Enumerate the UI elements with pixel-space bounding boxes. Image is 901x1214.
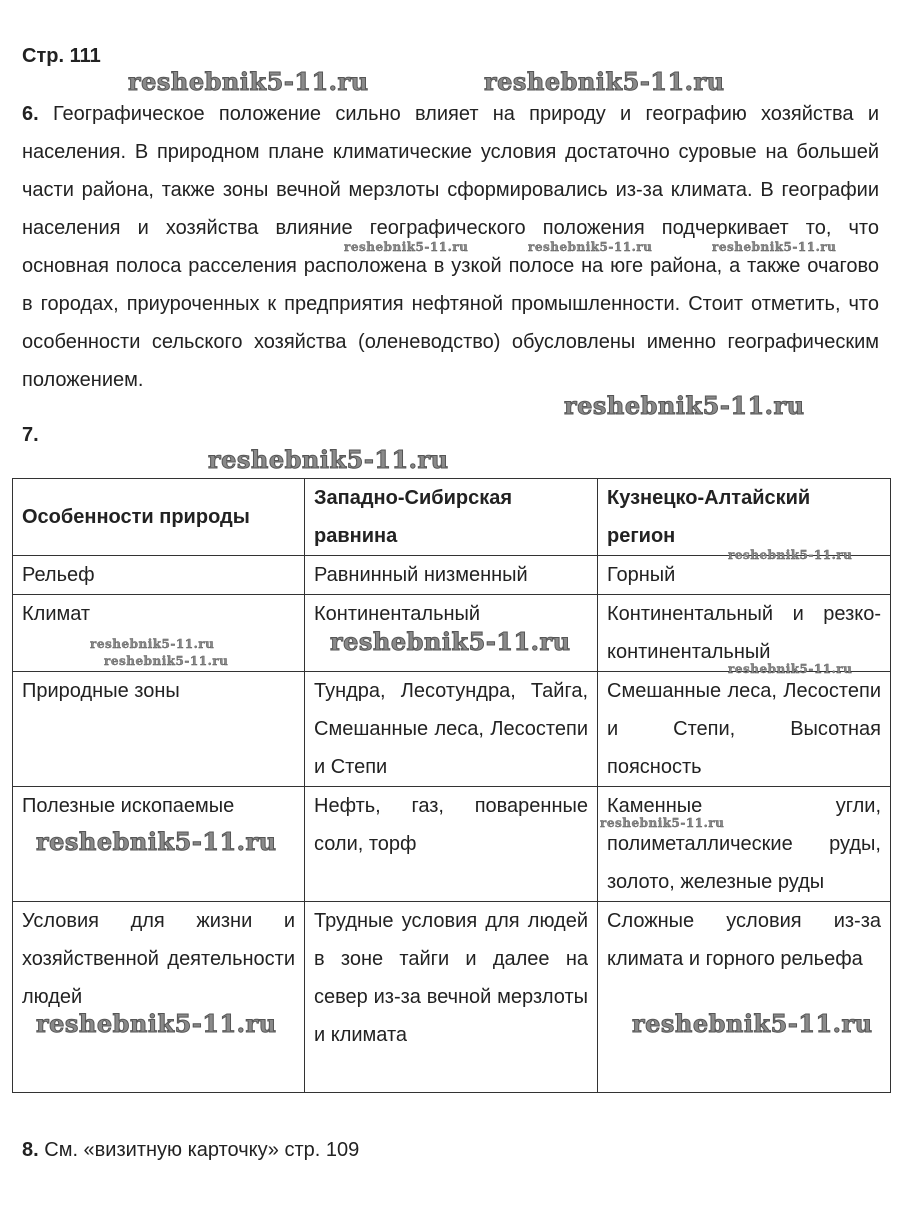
answer-text: Географическое положение сильно влияет на природу и географию хозяйства и населения. В природном плане климатические условия достаточно суровые на большей части района, также зоны вечной мерзлоты сформировались из-за климата. В географии населения и хозяйства влияние географического положения подчеркивает то, что основная полоса расселения расположена в узкой полосе на юге района, а также очагово в городах, приуроченных к предприятия нефтяной промышленности. Стоит отметить, что особенности сельского хозяйства (оленеводство) обусловлены именно географическим положением. — [22, 103, 879, 391]
table-cell: Полезные ископаемые — [13, 787, 305, 902]
watermark: reshebnik5-11.ru — [632, 1009, 873, 1038]
header-cell: Западно-Сибирская равнина — [305, 479, 598, 556]
table-row — [13, 787, 891, 902]
table-cell: Нефть, газ, поваренные соли, торф — [305, 787, 598, 902]
table-cell: Климат — [13, 595, 305, 672]
table-cell: Природные зоны — [13, 672, 305, 787]
watermark: reshebnik5-11.ru — [90, 637, 215, 651]
table-cell: Трудные условия для людей в зоне тайги и далее на север из-за вечной мерзлоты и климата — [305, 902, 598, 1093]
watermark: reshebnik5-11.ru — [712, 240, 837, 254]
table-row — [13, 672, 891, 787]
table-row — [13, 556, 891, 595]
answer-text: См. «визитную карточку» стр. 109 — [38, 1139, 360, 1161]
table-cell: Континентальный — [305, 595, 598, 672]
watermark: reshebnik5-11.ru — [36, 1009, 277, 1038]
answer-8 — [22, 1139, 359, 1162]
table-cell: Каменные угли, полиметаллические руды, золото, железные руды — [598, 787, 891, 902]
table-cell: Смешанные леса, Лесостепи и Степи, Высотная поясность — [598, 672, 891, 787]
table-cell: Условия для жизни и хозяйственной деятельности людей — [13, 902, 305, 1093]
watermark: reshebnik5-11.ru — [344, 240, 469, 254]
answer-number: 6. — [22, 103, 39, 125]
watermark: reshebnik5-11.ru — [36, 827, 277, 856]
watermark: reshebnik5-11.ru — [128, 67, 369, 96]
watermark: reshebnik5-11.ru — [484, 67, 725, 96]
table-cell: Тундра, Лесотундра, Тайга, Смешанные леса, Лесостепи и Степи — [305, 672, 598, 787]
header-cell: Особенности природы — [13, 479, 305, 556]
table-row — [13, 595, 891, 672]
page-heading: Стр. 111 — [22, 45, 101, 67]
table-cell: Континентальный и резко-континентальный — [598, 595, 891, 672]
watermark: reshebnik5-11.ru — [208, 445, 449, 474]
watermark: reshebnik5-11.ru — [728, 662, 853, 676]
answer-7-number: 7. — [22, 424, 39, 446]
watermark: reshebnik5-11.ru — [528, 240, 653, 254]
table-cell: Равнинный низменный — [305, 556, 598, 595]
table-cell: Рельеф — [13, 556, 305, 595]
table-header-row — [13, 479, 891, 556]
watermark: reshebnik5-11.ru — [728, 548, 853, 562]
answer-number: 8. — [22, 1139, 39, 1161]
table-cell: Горный — [598, 556, 891, 595]
answer-6 — [22, 95, 879, 399]
watermark: reshebnik5-11.ru — [564, 391, 805, 420]
header-cell: Кузнецко-Алтайский регион — [598, 479, 891, 556]
watermark: reshebnik5-11.ru — [600, 816, 725, 830]
table-cell: Сложные условия из-за климата и горного рельефа — [598, 902, 891, 1093]
watermark: reshebnik5-11.ru — [104, 654, 229, 668]
watermark: reshebnik5-11.ru — [330, 627, 571, 656]
comparison-table — [12, 478, 891, 1093]
table-row — [13, 902, 891, 1093]
